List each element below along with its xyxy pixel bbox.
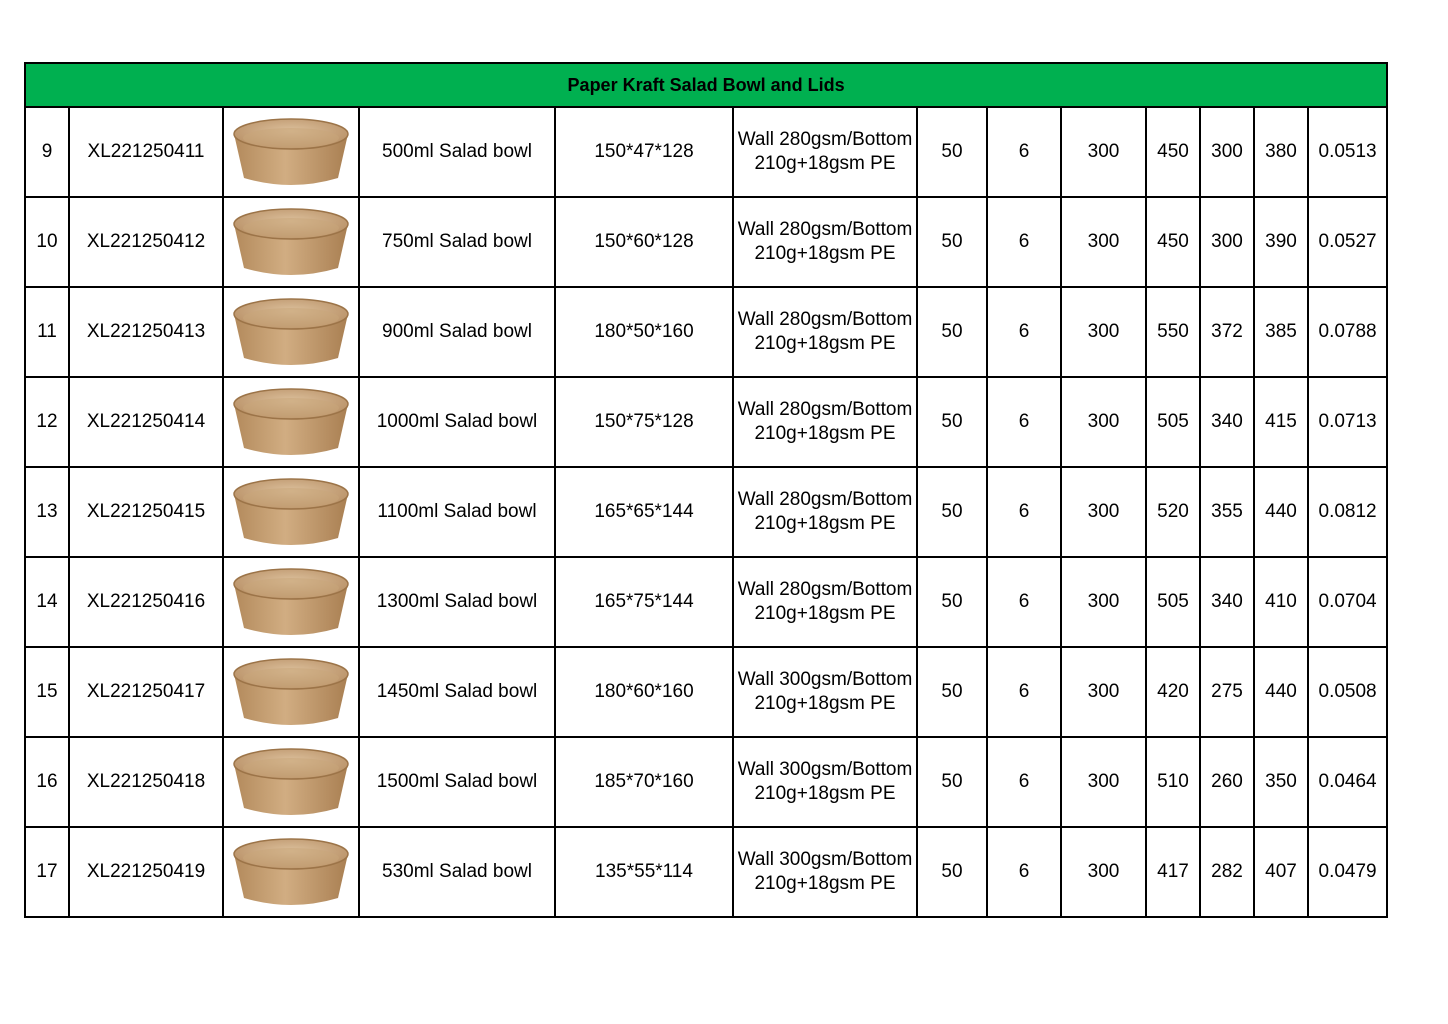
value-col-1: 50 [917,287,987,377]
value-col-5: 340 [1200,557,1254,647]
spec-line-2: 210g+18gsm PE [754,603,896,624]
value-col-4: 520 [1146,467,1200,557]
item-image-cell [223,377,359,467]
table-row [25,287,1387,377]
product-table [24,62,1388,918]
table-title: Paper Kraft Salad Bowl and Lids [25,63,1387,107]
value-col-6: 410 [1254,557,1308,647]
item-name: 530ml Salad bowl [359,827,555,917]
item-number: 10 [25,197,69,287]
item-size: 150*47*128 [555,107,733,197]
value-col-3: 300 [1061,107,1146,197]
item-number: 9 [25,107,69,197]
value-col-1: 50 [917,377,987,467]
item-number: 15 [25,647,69,737]
value-col-2: 6 [987,107,1061,197]
item-spec [733,287,917,377]
item-image-cell [223,827,359,917]
value-col-1: 50 [917,557,987,647]
kraft-bowl-icon [230,566,352,638]
value-col-7: 0.0464 [1308,737,1387,827]
spec-line-1: Wall 300gsm/Bottom [737,849,913,870]
item-image-cell [223,737,359,827]
item-name: 900ml Salad bowl [359,287,555,377]
item-number: 12 [25,377,69,467]
value-col-6: 415 [1254,377,1308,467]
item-code: XL221250415 [69,467,223,557]
value-col-7: 0.0508 [1308,647,1387,737]
value-col-7: 0.0527 [1308,197,1387,287]
item-spec [733,827,917,917]
value-col-4: 417 [1146,827,1200,917]
spec-line-2: 210g+18gsm PE [754,693,896,714]
value-col-2: 6 [987,377,1061,467]
spec-line-1: Wall 300gsm/Bottom [737,669,913,690]
item-number: 17 [25,827,69,917]
value-col-4: 510 [1146,737,1200,827]
item-size: 180*50*160 [555,287,733,377]
item-image-cell [223,107,359,197]
item-spec [733,737,917,827]
item-name: 1000ml Salad bowl [359,377,555,467]
value-col-2: 6 [987,557,1061,647]
value-col-5: 340 [1200,377,1254,467]
item-image-cell [223,467,359,557]
value-col-4: 505 [1146,377,1200,467]
table-row [25,647,1387,737]
value-col-7: 0.0513 [1308,107,1387,197]
product-table-sheet [24,62,1386,918]
value-col-2: 6 [987,467,1061,557]
item-image-cell [223,557,359,647]
kraft-bowl-icon [230,296,352,368]
kraft-bowl-icon [230,656,352,728]
value-col-3: 300 [1061,647,1146,737]
value-col-6: 440 [1254,467,1308,557]
value-col-7: 0.0704 [1308,557,1387,647]
value-col-4: 505 [1146,557,1200,647]
kraft-bowl-icon [230,206,352,278]
spec-line-2: 210g+18gsm PE [754,513,896,534]
kraft-bowl-icon [230,746,352,818]
item-number: 11 [25,287,69,377]
item-name: 750ml Salad bowl [359,197,555,287]
value-col-3: 300 [1061,197,1146,287]
value-col-5: 275 [1200,647,1254,737]
value-col-1: 50 [917,827,987,917]
table-row [25,827,1387,917]
spec-line-1: Wall 280gsm/Bottom [737,579,913,600]
table-row [25,107,1387,197]
item-size: 185*70*160 [555,737,733,827]
value-col-3: 300 [1061,827,1146,917]
item-size: 165*75*144 [555,557,733,647]
item-image-cell [223,647,359,737]
value-col-4: 550 [1146,287,1200,377]
kraft-bowl-icon [230,116,352,188]
kraft-bowl-icon [230,836,352,908]
table-row [25,467,1387,557]
item-size: 180*60*160 [555,647,733,737]
value-col-6: 440 [1254,647,1308,737]
value-col-1: 50 [917,107,987,197]
item-size: 150*60*128 [555,197,733,287]
value-col-1: 50 [917,737,987,827]
spec-line-1: Wall 280gsm/Bottom [737,219,913,240]
item-size: 150*75*128 [555,377,733,467]
item-number: 14 [25,557,69,647]
value-col-7: 0.0788 [1308,287,1387,377]
item-spec [733,557,917,647]
table-row [25,557,1387,647]
value-col-2: 6 [987,647,1061,737]
value-col-2: 6 [987,827,1061,917]
value-col-6: 380 [1254,107,1308,197]
item-name: 1300ml Salad bowl [359,557,555,647]
value-col-4: 450 [1146,107,1200,197]
value-col-5: 300 [1200,107,1254,197]
value-col-6: 407 [1254,827,1308,917]
value-col-5: 355 [1200,467,1254,557]
table-row [25,197,1387,287]
spec-line-2: 210g+18gsm PE [754,873,896,894]
value-col-1: 50 [917,647,987,737]
item-name: 1450ml Salad bowl [359,647,555,737]
item-code: XL221250419 [69,827,223,917]
value-col-6: 350 [1254,737,1308,827]
value-col-7: 0.0479 [1308,827,1387,917]
item-spec [733,647,917,737]
item-size: 135*55*114 [555,827,733,917]
value-col-7: 0.0713 [1308,377,1387,467]
title-row [25,63,1387,107]
spec-line-1: Wall 280gsm/Bottom [737,309,913,330]
spec-line-2: 210g+18gsm PE [754,243,896,264]
item-code: XL221250416 [69,557,223,647]
value-col-5: 260 [1200,737,1254,827]
item-spec [733,107,917,197]
value-col-6: 390 [1254,197,1308,287]
table-row [25,737,1387,827]
value-col-2: 6 [987,737,1061,827]
spec-line-2: 210g+18gsm PE [754,783,896,804]
item-code: XL221250412 [69,197,223,287]
value-col-2: 6 [987,287,1061,377]
value-col-3: 300 [1061,377,1146,467]
item-spec [733,467,917,557]
kraft-bowl-icon [230,476,352,548]
value-col-7: 0.0812 [1308,467,1387,557]
item-code: XL221250411 [69,107,223,197]
value-col-5: 300 [1200,197,1254,287]
spec-line-1: Wall 300gsm/Bottom [737,759,913,780]
value-col-5: 372 [1200,287,1254,377]
value-col-2: 6 [987,197,1061,287]
item-spec [733,377,917,467]
value-col-1: 50 [917,197,987,287]
spec-line-1: Wall 280gsm/Bottom [737,129,913,150]
value-col-5: 282 [1200,827,1254,917]
item-number: 13 [25,467,69,557]
value-col-4: 450 [1146,197,1200,287]
value-col-1: 50 [917,467,987,557]
spec-line-1: Wall 280gsm/Bottom [737,399,913,420]
item-code: XL221250417 [69,647,223,737]
value-col-3: 300 [1061,287,1146,377]
item-name: 500ml Salad bowl [359,107,555,197]
kraft-bowl-icon [230,386,352,458]
item-code: XL221250414 [69,377,223,467]
item-name: 1100ml Salad bowl [359,467,555,557]
item-size: 165*65*144 [555,467,733,557]
value-col-3: 300 [1061,557,1146,647]
spec-line-2: 210g+18gsm PE [754,153,896,174]
value-col-4: 420 [1146,647,1200,737]
item-code: XL221250413 [69,287,223,377]
table-row [25,377,1387,467]
value-col-6: 385 [1254,287,1308,377]
item-image-cell [223,287,359,377]
item-image-cell [223,197,359,287]
value-col-3: 300 [1061,737,1146,827]
item-code: XL221250418 [69,737,223,827]
item-name: 1500ml Salad bowl [359,737,555,827]
item-number: 16 [25,737,69,827]
spec-line-2: 210g+18gsm PE [754,423,896,444]
item-spec [733,197,917,287]
spec-line-2: 210g+18gsm PE [754,333,896,354]
value-col-3: 300 [1061,467,1146,557]
spec-line-1: Wall 280gsm/Bottom [737,489,913,510]
